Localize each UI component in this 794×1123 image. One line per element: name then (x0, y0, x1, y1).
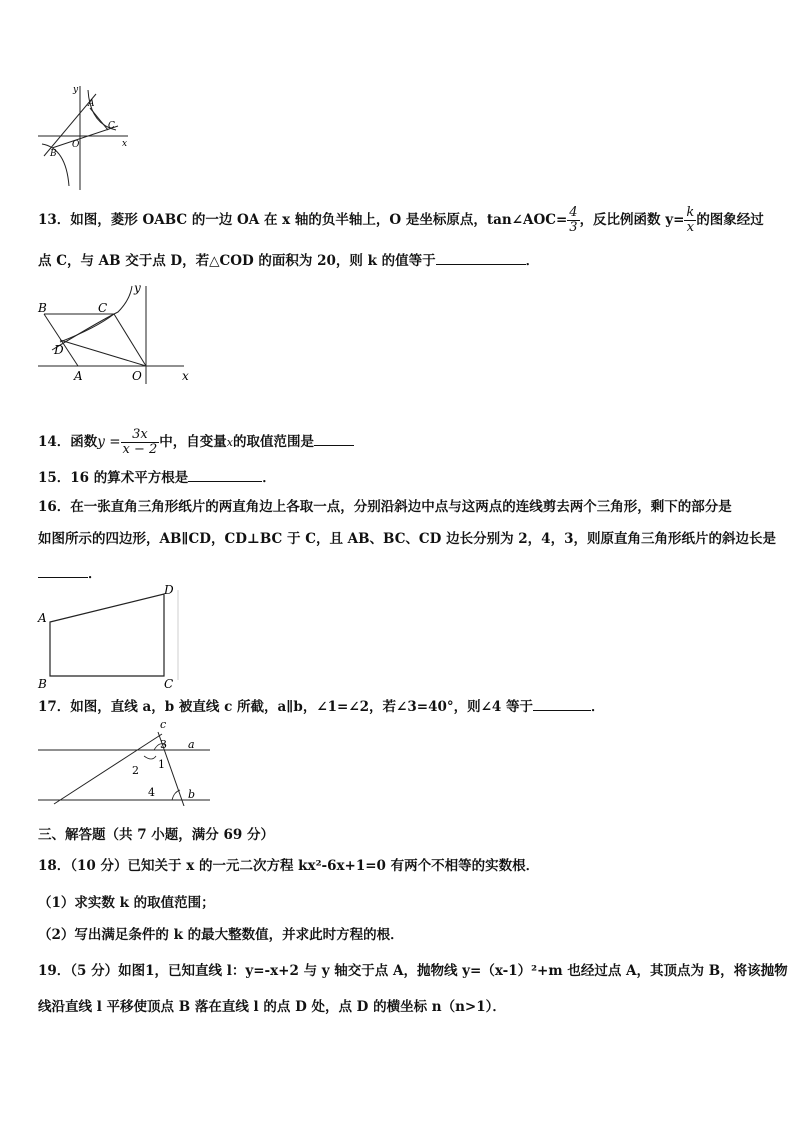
q13-text-a: 13．如图，菱形 OABC 的一边 OA 在 x 轴的负半轴上，O 是坐标原点，tan∠AOC= (38, 212, 568, 228)
q17-label-3: 3 (160, 738, 167, 751)
q13-k-fraction: $\frac{k}{x}$ (686, 205, 695, 235)
q13-text-c: 的图象经过 (696, 212, 764, 228)
q12-label-c: C (108, 121, 115, 131)
q17-figure (36, 716, 216, 806)
q12-figure (36, 82, 136, 192)
q18-part1: （1）求实数 k 的取值范围； (38, 895, 215, 911)
q19-line2: 线沿直线 l 平移使顶点 B 落在直线 l 的点 D 处，点 D 的横坐标 n（n>1）． (38, 999, 506, 1015)
q13-figure (36, 282, 196, 386)
q16-label-D: D (164, 583, 174, 597)
q13-label-A: A (74, 369, 83, 383)
q15-answer-blank[interactable] (188, 467, 262, 482)
q14-line: 14．函数y = $\frac{3x}{x - 2}$ 中，自变量x的取值范围是 (38, 428, 354, 457)
q16-line3: ． (38, 563, 102, 584)
q15-line: 15．16 的算术平方根是 ． (38, 467, 276, 488)
q16-label-C: C (164, 677, 174, 690)
q13-label-C: C (98, 301, 108, 315)
q12-label-o: O (72, 140, 80, 150)
q16-line1: 16．在一张直角三角形纸片的两直角边上各取一点，分别沿斜边中点与这两点的连线剪去两个三角形，剩下的部分是 (38, 499, 732, 515)
q13-line1 (38, 206, 764, 235)
q16-label-A: A (38, 611, 47, 625)
q12-label-a: A (88, 99, 95, 109)
q16-line2: 如图所示的四边形，AB∥CD，CD⊥BC 于 C，且 AB、BC、CD 边长分别为 2，4，3，则原直角三角形纸片的斜边长是 (38, 531, 776, 547)
q17-label-c: c (160, 718, 167, 731)
q16-answer-blank[interactable] (38, 563, 88, 578)
q14-fraction: $\frac{3x}{x - 2}$ (122, 427, 158, 457)
q14-y: y = (97, 434, 121, 450)
q13-answer-blank[interactable] (436, 250, 526, 265)
q19-line1: 19．（5 分）如图1，已知直线 l：y=-x+2 与 y 轴交于点 A，抛物线 y=（x-1）²+m 也经过点 A，其顶点为 B，将该抛物 (38, 963, 788, 979)
q13-label-B: B (38, 301, 47, 315)
section-3-heading: 三、解答题（共 7 小题，满分 69 分） (38, 827, 274, 843)
q17-label-1: 1 (158, 758, 165, 771)
q12-label-x: x (122, 139, 128, 149)
q17-answer-blank[interactable] (533, 696, 591, 711)
q17-label-a: a (188, 738, 195, 751)
q17-label-b: b (188, 788, 196, 801)
q13-label-D: D (54, 343, 64, 357)
q13-tan-fraction: $\frac{4}{3}$ (569, 205, 578, 235)
q13-label-O: O (132, 369, 142, 383)
q13-line2: 点 C，与 AB 交于点 D，若△COD 的面积为 20，则 k 的值等于 ． (38, 250, 539, 271)
q12-label-y: y (73, 85, 79, 95)
q17-label-4: 4 (148, 786, 155, 799)
q18-part2: （2）写出满足条件的 k 的最大整数值，并求此时方程的根． (38, 927, 404, 943)
q13-label-x: x (182, 369, 189, 383)
q13-label-y: y (134, 282, 141, 295)
q13-text-line2: 点 C，与 AB 交于点 D，若△COD 的面积为 20，则 k 的值等于 (38, 253, 436, 269)
q16-label-B: B (38, 677, 47, 690)
q18-stem: 18．（10 分）已知关于 x 的一元二次方程 kx²-6x+1=0 有两个不相等的实数根． (38, 858, 540, 874)
q13-text-b: ，反比例函数 y= (579, 212, 685, 228)
q14-answer-blank[interactable] (314, 431, 354, 446)
q17-label-2: 2 (132, 764, 139, 777)
q16-figure (36, 582, 186, 690)
q17-line: 17．如图，直线 a，b 被直线 c 所截，a∥b，∠1=∠2，若∠3=40°，则∠4 等于 ． (38, 696, 605, 717)
q12-label-b: B (50, 149, 57, 159)
